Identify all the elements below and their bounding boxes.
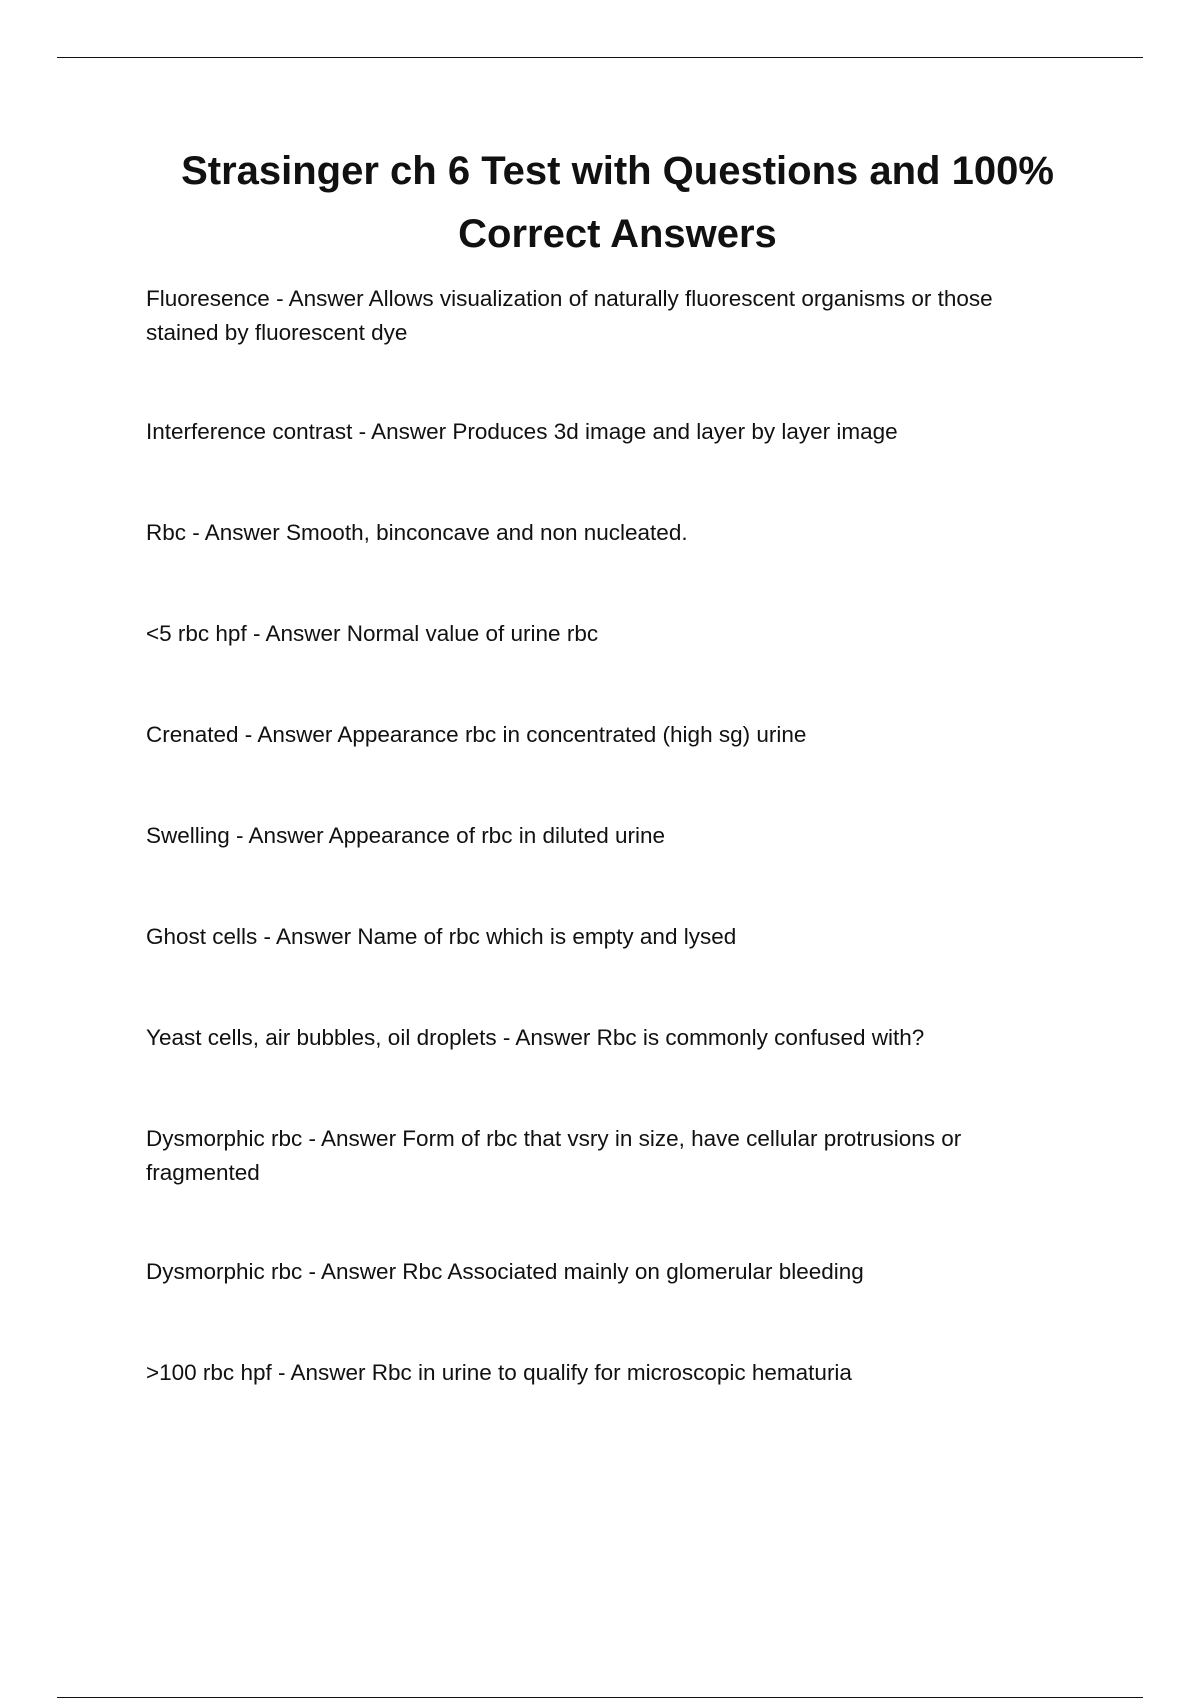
qa-item: <5 rbc hpf - Answer Normal value of urine rbc — [146, 621, 599, 646]
bottom-divider — [57, 1697, 1143, 1698]
qa-item: Swelling - Answer Appearance of rbc in diluted urine — [146, 823, 666, 848]
qa-item: Crenated - Answer Appearance rbc in concentrated (high sg) urine — [146, 722, 807, 747]
qa-item: Dysmorphic rbc - Answer Form of rbc that vsry in size, have cellular protrusions or fragmented — [146, 1126, 962, 1185]
top-divider — [57, 57, 1143, 58]
qa-item: Rbc - Answer Smooth, binconcave and non nucleated. — [146, 520, 688, 545]
qa-item: Interference contrast - Answer Produces 3d image and layer by layer image — [146, 419, 898, 444]
qa-list — [146, 282, 1066, 1457]
qa-item: Ghost cells - Answer Name of rbc which is empty and lysed — [146, 924, 737, 949]
qa-item: >100 rbc hpf - Answer Rbc in urine to qualify for microscopic hematuria — [146, 1360, 852, 1385]
qa-item: Fluoresence - Answer Allows visualization of naturally fluorescent organisms or those stained by fluorescent dye — [146, 286, 993, 345]
qa-item: Yeast cells, air bubbles, oil droplets - Answer Rbc is commonly confused with? — [146, 1025, 925, 1050]
qa-item: Dysmorphic rbc - Answer Rbc Associated mainly on glomerular bleeding — [146, 1259, 864, 1284]
page-title: Strasinger ch 6 Test with Questions and 100% Correct Answers — [181, 149, 1054, 256]
